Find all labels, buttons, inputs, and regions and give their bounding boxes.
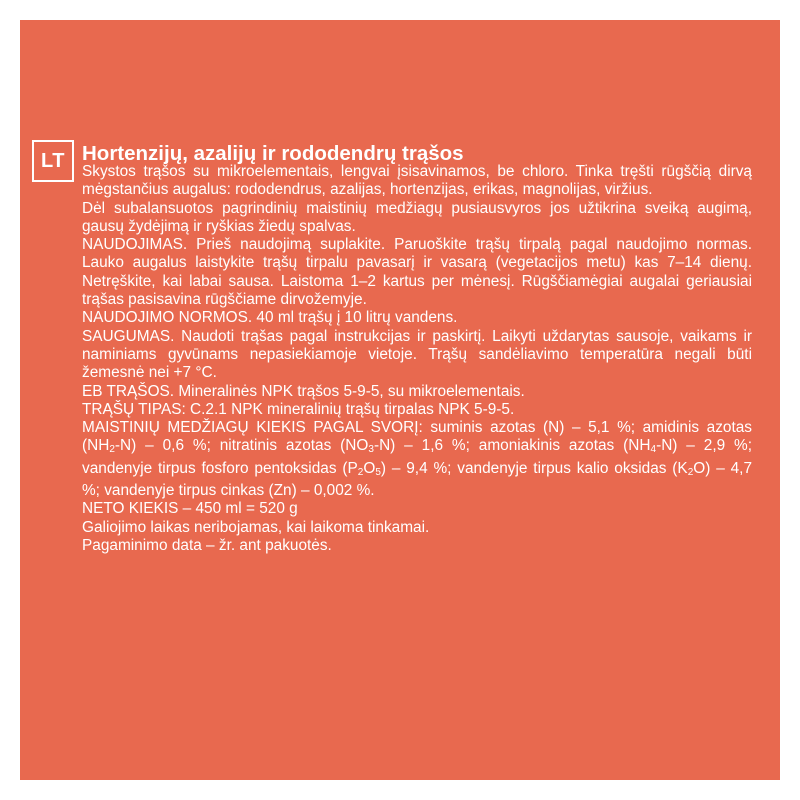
subscript: 2 [687,466,694,478]
description-block [82,163,752,555]
label-panel [20,20,780,780]
usage-paragraph: NAUDOJIMAS. Prieš naudojimą suplakite. Paruoškite trąšų tirpalą pagal naudojimo normas. Lauko augalus laistykite trąšų tirpalu pavasarį ir vasarą (vegetacijos metu) kas 7–14 dienų. Netręškite, kai labai sausa. Laistoma 1–2 kartus per mėnesį. Rūgščiamėgiai augalai geriausiai trąšas pasisavina rūgščiame dirvožemyje. [82,236,752,309]
subscript: 3 [368,444,374,456]
language-badge: LT [32,140,74,182]
subscript: 2 [109,444,115,456]
nutrients-text: -N) – 0,6 %; nitratinis azotas (NO [114,437,369,455]
subscript: 2 [357,466,364,478]
eb-paragraph: EB TRĄŠOS. Mineralinės NPK trąšos 5-9-5, su mikroelementais. [82,382,525,400]
net-quantity: NETO KIEKIS – 450 ml = 520 g [82,500,298,518]
balance-paragraph: Dėl subalansuotos pagrindinių maistinių medžiagų pusiausvyros jos užtikrina sveiką augimą, gausų žydėjimą ir ryškias žiedų spalvas. [82,199,752,235]
production-paragraph: Pagaminimo data – žr. ant pakuotės. [82,536,332,554]
nutrients-paragraph [82,419,752,500]
subscript: 4 [650,444,657,456]
subscript: 5 [375,466,381,478]
product-title: Hortenzijų, azalijų ir rododendrų trąšos [82,142,464,165]
nutrients-text: -N) – 2,9 %; vandenyje tirpus fosforo pentoksidas (P [82,437,752,477]
safety-paragraph: SAUGUMAS. Naudoti trąšas pagal instrukcijas ir paskirtį. Laikyti uždarytas sausoje, vaikams ir naminiams gyvūnams nepasiekiamoje vietoje. Trąšų sandėliavimo temperatūra negali būti žemesnė nei +7 °C. [82,327,752,382]
nutrients-text: MAISTINIŲ MEDŽIAGŲ KIEKIS PAGAL SVORĮ: suminis azotas (N) – 5,1 %; amidinis azotas (NH [82,419,752,455]
intro-paragraph: Skystos trąšos su mikroelementais, lengvai įsisavinamos, be chloro. Tinka tręšti rūgščią dirvą mėgstančius augalus: rododendrus, azalijas, hortenzijas, erikas, magnolijas, viržius. [82,163,752,199]
norms-paragraph: NAUDOJIMO NORMOS. 40 ml trąšų į 10 litrų vandens. [82,309,458,327]
nutrients-text: O [363,459,376,477]
nutrients-text: -N) – 1,6 %; amoniakinis azotas (NH [373,437,651,455]
validity-paragraph: Galiojimo laikas neribojamas, kai laikoma tinkamai. [82,518,430,536]
nutrients-text: O) – 4,7 %; vandenyje tirpus cinkas (Zn) – 0,002 %. [82,459,753,500]
type-paragraph: TRĄŠŲ TIPAS: C.2.1 NPK mineralinių trąšų tirpalas NPK 5-9-5. [82,400,515,418]
nutrients-text: ) – 9,4 %; vandenyje tirpus kalio oksidas (K [380,459,688,477]
